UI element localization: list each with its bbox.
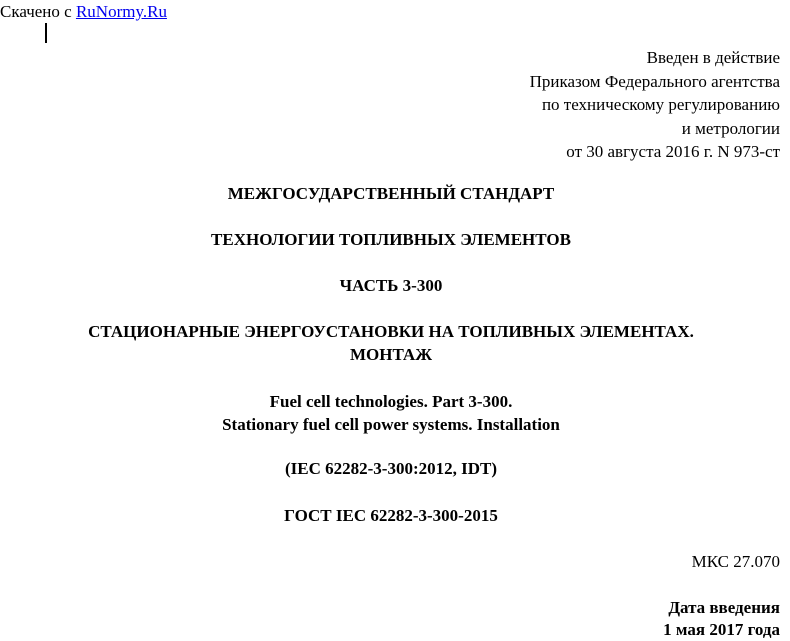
title-line: СТАЦИОНАРНЫЕ ЭНЕРГОУСТАНОВКИ НА ТОПЛИВНЫХ ЭЛЕМЕНТАХ. <box>88 322 694 341</box>
technology-heading: ТЕХНОЛОГИИ ТОПЛИВНЫХ ЭЛЕМЕНТОВ <box>211 230 571 249</box>
text-cursor-icon <box>45 23 47 43</box>
approval-line: по техническому регулированию <box>541 95 780 114</box>
approval-block <box>530 46 780 164</box>
english-title-line: Stationary fuel cell power systems. Installation <box>222 415 560 434</box>
approval-line: и метрологии <box>681 118 780 138</box>
english-title-line: Fuel cell technologies. Part 3-300. <box>269 392 513 411</box>
source-prefix: Скачено с <box>0 2 76 21</box>
iec-reference: (IEC 62282-3-300:2012, IDT) <box>284 459 498 478</box>
runormy-link[interactable]: RuNormy.Ru <box>75 2 167 21</box>
intro-date-value: 1 мая 2017 года <box>663 620 780 639</box>
approval-line: Приказом Федерального агентства <box>529 71 780 91</box>
document-title <box>0 320 782 366</box>
approval-line: от 30 августа 2016 г. N 973-ст <box>566 142 780 161</box>
source-line <box>0 2 167 22</box>
approval-line: Введен в действие <box>646 48 780 67</box>
intro-date-block <box>663 597 780 641</box>
mks-code: МКС 27.070 <box>691 552 780 571</box>
gost-designation: ГОСТ IEC 62282-3-300-2015 <box>284 506 498 525</box>
part-heading: ЧАСТЬ 3-300 <box>339 276 443 295</box>
english-title <box>0 390 782 436</box>
intro-date-label: Дата введения <box>668 598 780 617</box>
title-line: МОНТАЖ <box>349 345 433 364</box>
standard-type-heading: МЕЖГОСУДАРСТВЕННЫЙ СТАНДАРТ <box>227 184 555 203</box>
